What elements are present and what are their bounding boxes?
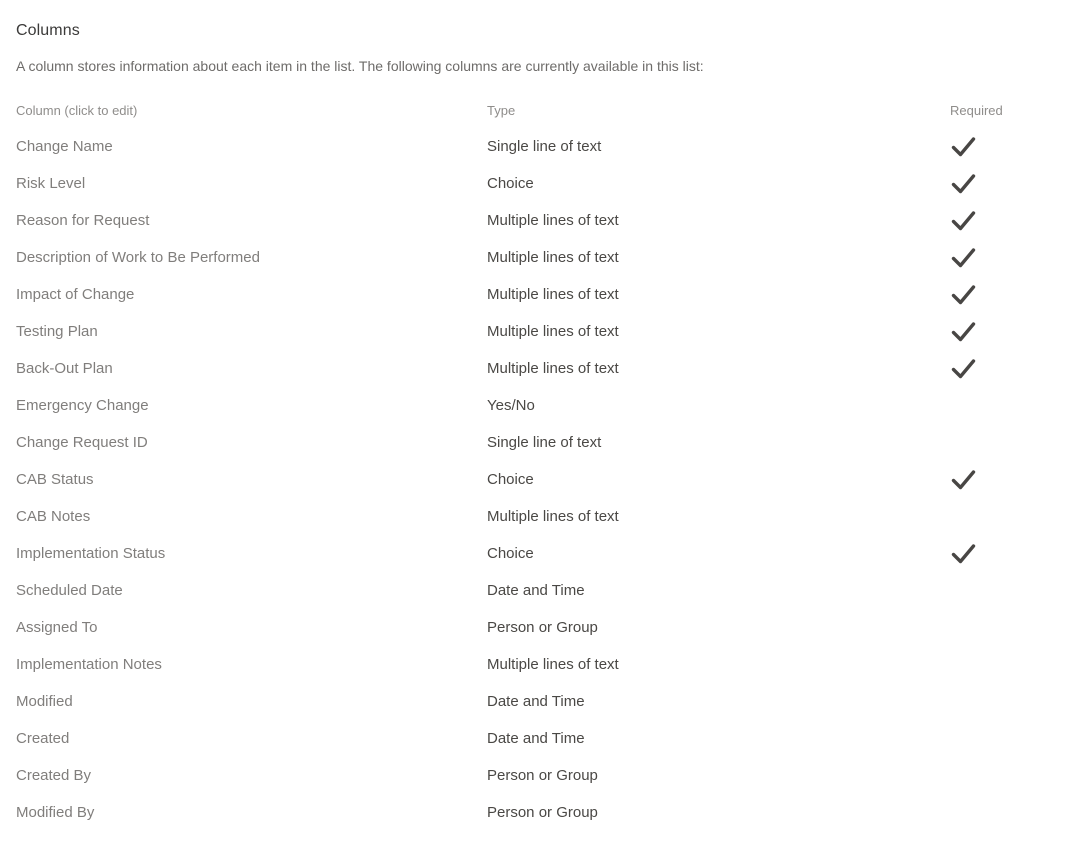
- column-type: Yes/No: [487, 397, 535, 414]
- table-header-row: [16, 101, 1068, 119]
- column-name-link[interactable]: Created: [16, 730, 70, 747]
- table-body: [16, 128, 1068, 831]
- page-title: Columns: [16, 22, 80, 39]
- column-type: Choice: [487, 471, 534, 488]
- column-type: Multiple lines of text: [487, 249, 619, 266]
- column-type: Person or Group: [487, 767, 598, 784]
- column-type: Date and Time: [487, 582, 585, 599]
- required-cell: [950, 210, 1068, 232]
- column-type: Multiple lines of text: [487, 656, 619, 673]
- check-icon: [950, 284, 977, 306]
- table-row: [16, 350, 1068, 387]
- column-type: Person or Group: [487, 804, 598, 821]
- required-cell: [950, 543, 1068, 565]
- check-icon: [950, 543, 977, 565]
- column-name-link[interactable]: Change Request ID: [16, 434, 148, 451]
- column-name-link[interactable]: Reason for Request: [16, 212, 150, 229]
- table-row: [16, 387, 1068, 424]
- column-type: Date and Time: [487, 693, 585, 710]
- table-row: [16, 165, 1068, 202]
- table-row: [16, 720, 1068, 757]
- table-row: [16, 535, 1068, 572]
- header-required: Required: [950, 102, 1003, 118]
- page-description: A column stores information about each item in the list. The following columns are currently available in this list:: [16, 58, 704, 74]
- table-row: [16, 757, 1068, 794]
- table-row: [16, 239, 1068, 276]
- header-column-name: Column (click to edit): [16, 102, 138, 118]
- table-row: [16, 498, 1068, 535]
- column-name-link[interactable]: Modified By: [16, 804, 95, 821]
- column-name-link[interactable]: Testing Plan: [16, 323, 98, 340]
- check-icon: [950, 210, 977, 232]
- column-name-link[interactable]: CAB Status: [16, 471, 94, 488]
- column-type: Multiple lines of text: [487, 323, 619, 340]
- check-icon: [950, 247, 977, 269]
- column-type: Multiple lines of text: [487, 212, 619, 229]
- column-name-link[interactable]: Impact of Change: [16, 286, 135, 303]
- check-icon: [950, 136, 977, 158]
- table-row: [16, 646, 1068, 683]
- column-name-link[interactable]: Change Name: [16, 138, 113, 155]
- required-cell: [950, 173, 1068, 195]
- header-type: Type: [487, 102, 516, 118]
- column-name-link[interactable]: Modified: [16, 693, 73, 710]
- table-row: [16, 461, 1068, 498]
- columns-table: [16, 101, 1068, 831]
- table-row: [16, 572, 1068, 609]
- table-row: [16, 313, 1068, 350]
- column-name-link[interactable]: Description of Work to Be Performed: [16, 249, 260, 266]
- table-row: [16, 794, 1068, 831]
- table-row: [16, 128, 1068, 165]
- column-name-link[interactable]: Emergency Change: [16, 397, 149, 414]
- table-row: [16, 276, 1068, 313]
- table-row: [16, 424, 1068, 461]
- column-name-link[interactable]: CAB Notes: [16, 508, 91, 525]
- column-type: Choice: [487, 545, 534, 562]
- column-type: Choice: [487, 175, 534, 192]
- required-cell: [950, 284, 1068, 306]
- check-icon: [950, 173, 977, 195]
- required-cell: [950, 136, 1068, 158]
- required-cell: [950, 247, 1068, 269]
- column-type: Multiple lines of text: [487, 360, 619, 377]
- table-row: [16, 202, 1068, 239]
- column-name-link[interactable]: Scheduled Date: [16, 582, 123, 599]
- column-type: Single line of text: [487, 138, 602, 155]
- column-name-link[interactable]: Created By: [16, 767, 92, 784]
- column-name-link[interactable]: Assigned To: [16, 619, 98, 636]
- column-name-link[interactable]: Implementation Notes: [16, 656, 162, 673]
- column-type: Person or Group: [487, 619, 598, 636]
- check-icon: [950, 469, 977, 491]
- required-cell: [950, 321, 1068, 343]
- column-type: Single line of text: [487, 434, 602, 451]
- column-type: Multiple lines of text: [487, 286, 619, 303]
- column-name-link[interactable]: Back-Out Plan: [16, 360, 113, 377]
- check-icon: [950, 358, 977, 380]
- table-row: [16, 683, 1068, 720]
- column-type: Multiple lines of text: [487, 508, 619, 525]
- required-cell: [950, 469, 1068, 491]
- column-name-link[interactable]: Risk Level: [16, 175, 86, 192]
- column-name-link[interactable]: Implementation Status: [16, 545, 166, 562]
- required-cell: [950, 358, 1068, 380]
- column-type: Date and Time: [487, 730, 585, 747]
- check-icon: [950, 321, 977, 343]
- table-row: [16, 609, 1068, 646]
